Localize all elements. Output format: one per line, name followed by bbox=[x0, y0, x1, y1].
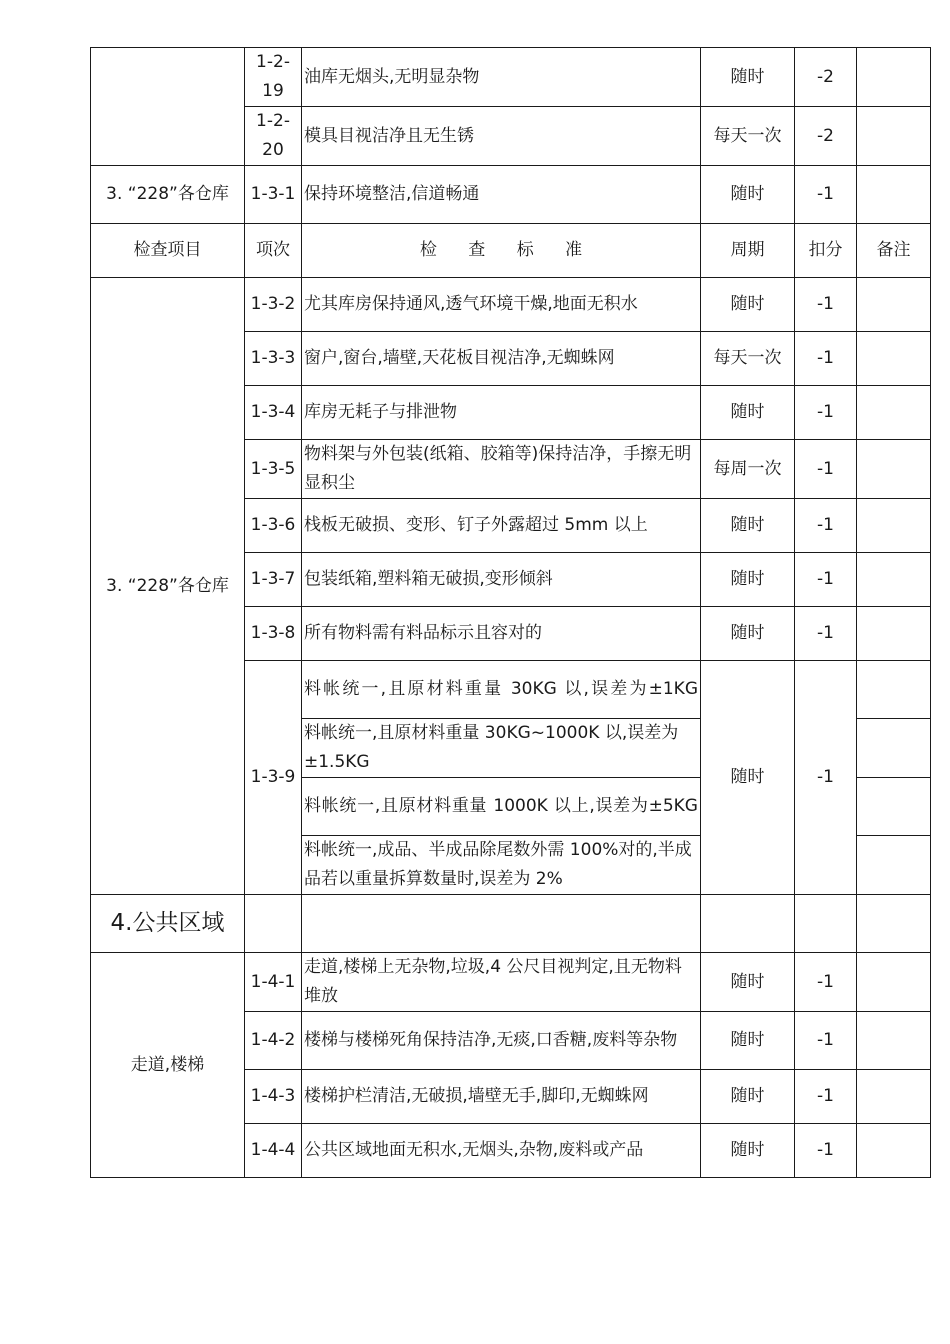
row-remark bbox=[857, 440, 931, 499]
row-standard: 走道,楼梯上无杂物,垃圾,4 公尺目视判定,且无物料堆放 bbox=[302, 953, 701, 1012]
row-standard: 栈板无破损、变形、钉子外露超过 5mm 以上 bbox=[302, 499, 701, 553]
row-standard: 楼梯护栏清洁,无破损,墙壁无手,脚印,无蜘蛛网 bbox=[302, 1070, 701, 1124]
row-cycle: 随时 bbox=[701, 607, 795, 661]
row-points: -1 bbox=[795, 1012, 857, 1070]
item-cell-empty bbox=[91, 48, 245, 166]
row-code: 1-3-2 bbox=[245, 278, 302, 332]
row-points: -1 bbox=[795, 440, 857, 499]
row-remark bbox=[857, 553, 931, 607]
row-points: -1 bbox=[795, 386, 857, 440]
header-remark: 备注 bbox=[857, 224, 931, 278]
row-remark bbox=[857, 953, 931, 1012]
row-cycle: 随时 bbox=[701, 553, 795, 607]
row-standard: 公共区域地面无积水,无烟头,杂物,废料或产品 bbox=[302, 1124, 701, 1178]
header-cycle: 周期 bbox=[701, 224, 795, 278]
empty-cell bbox=[302, 895, 701, 953]
row-standard: 料帐统一,成品、半成品除尾数外需 100%对的,半成品若以重量拆算数量时,误差为 2% bbox=[302, 836, 701, 895]
row-remark bbox=[857, 778, 931, 836]
header-standard: 检 查 标 准 bbox=[302, 224, 701, 278]
empty-cell bbox=[245, 895, 302, 953]
row-standard: 所有物料需有料品标示且容对的 bbox=[302, 607, 701, 661]
row-points: -1 bbox=[795, 499, 857, 553]
row-remark bbox=[857, 1070, 931, 1124]
row-points: -1 bbox=[795, 553, 857, 607]
row-points: -1 bbox=[795, 607, 857, 661]
row-cycle: 随时 bbox=[701, 1124, 795, 1178]
row-cycle: 随时 bbox=[701, 278, 795, 332]
row-code: 1-3-6 bbox=[245, 499, 302, 553]
row-remark bbox=[857, 607, 931, 661]
row-standard: 料帐统一,且原材料重量 30KG~1000K 以,误差为±1.5KG bbox=[302, 719, 701, 778]
row-points: -1 bbox=[795, 1124, 857, 1178]
row-cycle: 随时 bbox=[701, 48, 795, 107]
section-label-228: 3. “228”各仓库 bbox=[91, 278, 245, 895]
row-remark bbox=[857, 332, 931, 386]
row-cycle: 每天一次 bbox=[701, 332, 795, 386]
row-remark bbox=[857, 278, 931, 332]
row-standard: 保持环境整洁,信道畅通 bbox=[302, 166, 701, 224]
row-code: 1-4-4 bbox=[245, 1124, 302, 1178]
row-cycle: 随时 bbox=[701, 953, 795, 1012]
empty-cell bbox=[701, 895, 795, 953]
empty-cell bbox=[857, 895, 931, 953]
row-standard: 料帐统一,且原材料重量 30KG 以,误差为±1KG bbox=[302, 661, 701, 719]
row-cycle: 随时 bbox=[701, 1070, 795, 1124]
table-row bbox=[91, 166, 931, 224]
row-points: -1 bbox=[795, 661, 857, 895]
empty-cell bbox=[795, 895, 857, 953]
row-standard: 库房无耗子与排泄物 bbox=[302, 386, 701, 440]
row-remark bbox=[857, 499, 931, 553]
row-remark bbox=[857, 48, 931, 107]
row-code: 1-3-1 bbox=[245, 166, 302, 224]
row-code: 1-3-5 bbox=[245, 440, 302, 499]
row-points: -1 bbox=[795, 1070, 857, 1124]
row-code: 1-2-19 bbox=[245, 48, 302, 107]
row-code: 1-4-1 bbox=[245, 953, 302, 1012]
row-code: 1-3-3 bbox=[245, 332, 302, 386]
table-row bbox=[91, 278, 931, 332]
row-points: -2 bbox=[795, 107, 857, 166]
row-points: -2 bbox=[795, 48, 857, 107]
row-standard: 模具目视洁净且无生锈 bbox=[302, 107, 701, 166]
section-label-corridor: 走道,楼梯 bbox=[91, 953, 245, 1178]
row-cycle: 随时 bbox=[701, 661, 795, 895]
row-cycle: 每周一次 bbox=[701, 440, 795, 499]
row-standard: 楼梯与楼梯死角保持洁净,无痰,口香糖,废料等杂物 bbox=[302, 1012, 701, 1070]
row-cycle: 每天一次 bbox=[701, 107, 795, 166]
row-code: 1-3-4 bbox=[245, 386, 302, 440]
row-code: 1-3-9 bbox=[245, 661, 302, 895]
row-cycle: 随时 bbox=[701, 386, 795, 440]
row-remark bbox=[857, 661, 931, 719]
row-code: 1-2-20 bbox=[245, 107, 302, 166]
section-row bbox=[91, 895, 931, 953]
row-points: -1 bbox=[795, 278, 857, 332]
row-standard: 窗户,窗台,墙壁,天花板目视洁净,无蜘蛛网 bbox=[302, 332, 701, 386]
row-standard: 尤其库房保持通风,透气环境干燥,地面无积水 bbox=[302, 278, 701, 332]
row-cycle: 随时 bbox=[701, 166, 795, 224]
row-cycle: 随时 bbox=[701, 1012, 795, 1070]
row-standard: 物料架与外包装(纸箱、胶箱等)保持洁净，手擦无明显积尘 bbox=[302, 440, 701, 499]
inspection-table bbox=[90, 47, 931, 1178]
row-code: 1-4-2 bbox=[245, 1012, 302, 1070]
table-row bbox=[91, 48, 931, 107]
row-remark bbox=[857, 1012, 931, 1070]
section-label-228: 3. “228”各仓库 bbox=[91, 166, 245, 224]
section-label-public: 4.公共区域 bbox=[91, 895, 245, 953]
row-remark bbox=[857, 386, 931, 440]
header-points: 扣分 bbox=[795, 224, 857, 278]
row-points: -1 bbox=[795, 953, 857, 1012]
row-remark bbox=[857, 166, 931, 224]
row-standard: 包装纸箱,塑料箱无破损,变形倾斜 bbox=[302, 553, 701, 607]
row-remark bbox=[857, 836, 931, 895]
row-remark bbox=[857, 1124, 931, 1178]
row-remark bbox=[857, 719, 931, 778]
row-cycle: 随时 bbox=[701, 499, 795, 553]
row-code: 1-3-8 bbox=[245, 607, 302, 661]
row-standard: 料帐统一,且原材料重量 1000K 以上,误差为±5KG bbox=[302, 778, 701, 836]
row-points: -1 bbox=[795, 332, 857, 386]
table-row bbox=[91, 953, 931, 1012]
row-remark bbox=[857, 107, 931, 166]
row-points: -1 bbox=[795, 166, 857, 224]
header-code: 项次 bbox=[245, 224, 302, 278]
header-item: 检查项目 bbox=[91, 224, 245, 278]
row-code: 1-3-7 bbox=[245, 553, 302, 607]
row-standard: 油库无烟头,无明显杂物 bbox=[302, 48, 701, 107]
row-code: 1-4-3 bbox=[245, 1070, 302, 1124]
header-row bbox=[91, 224, 931, 278]
